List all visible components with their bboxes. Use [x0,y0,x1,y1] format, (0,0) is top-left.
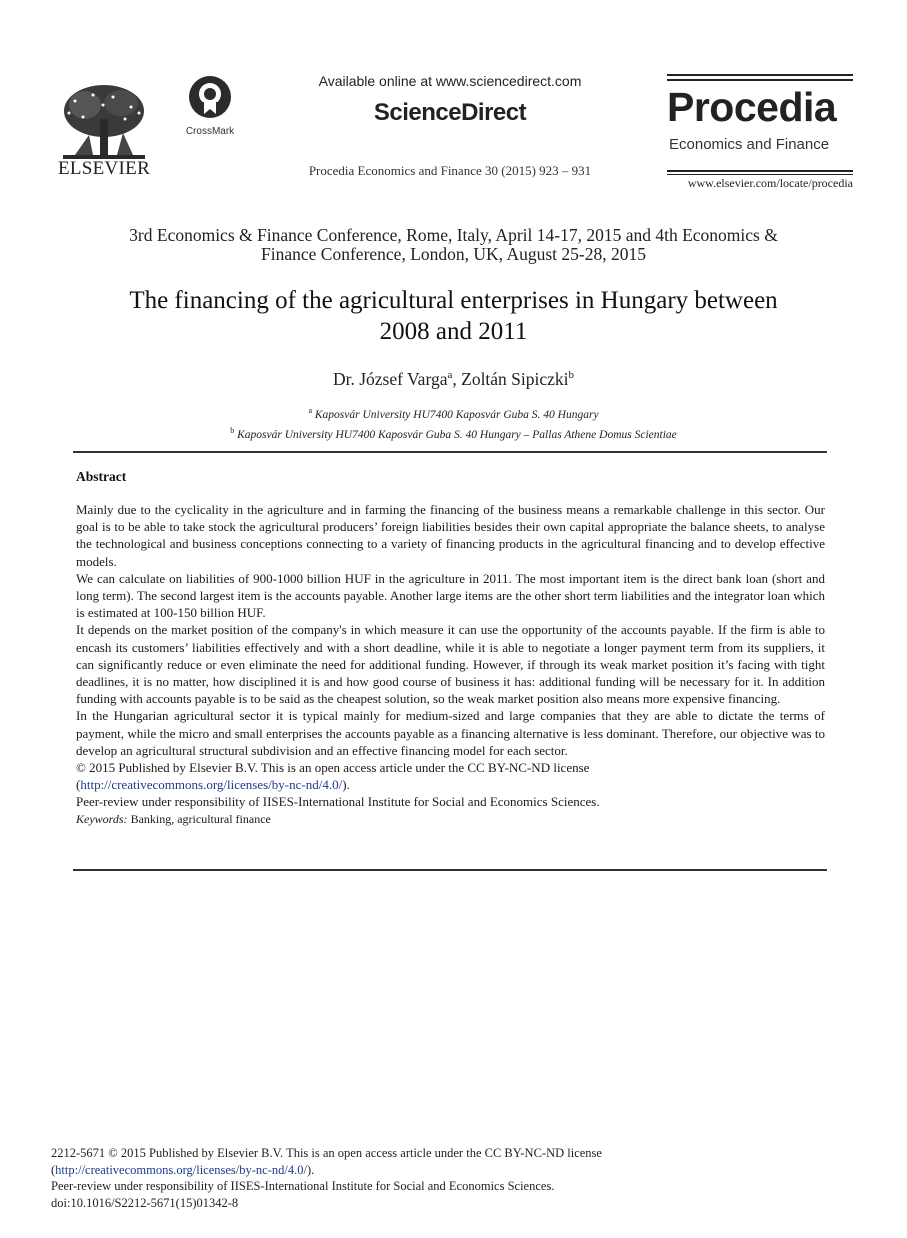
footer-license-link[interactable]: http://creativecommons.org/licenses/by-nc-nd/4.0/ [55,1162,307,1177]
journal-brand-box [667,74,853,192]
keywords: Banking, agricultural finance [130,811,271,826]
affiliations [60,403,847,443]
title-line: 2008 and 2011 [379,318,528,345]
journal-reference: Procedia Economics and Finance 30 (2015) 923 – 931 [308,163,592,178]
crossmark-badge[interactable] [180,74,240,137]
copyright-line: © 2015 Published by Elsevier B.V. This is an open access article under the CC BY-NC-ND license [76,760,590,776]
abstract-paragraph: We can calculate on liabilities of 900-1000 billion HUF in the agriculture in 2011. The most important item is the direct bank loan (short and long term). The second largest item is the accounts payable. Another large items are the other short term liabilities and the integrator loan which is estimated at 100-150 billion HUF. [76,570,825,621]
brand-rule-top [667,74,853,76]
brand-rule-bottom-2 [667,174,853,175]
crossmark-icon [187,74,233,120]
conference-info [60,226,847,264]
conference-line: Finance Conference, London, UK, August 25-28, 2015 [261,244,646,264]
author-separator: , [452,369,462,389]
affiliation-mark: a [308,406,313,415]
publisher-name: ELSEVIER [57,158,151,179]
crossmark-label: CrossMark [185,126,235,137]
abstract-paragraph: In the Hungarian agricultural sector it is typical mainly for medium-sized and large companies that they are able to dictate the terms of payment, while the micro and small enterprises the accounts payable as a financing alternative is less dominant. Therefore, our objective was to develop an agricultural structural subdivision and an effective financing model for each sector. [76,708,825,758]
peer-review-line: Peer-review under responsibility of IISES-International Institute for Social and Economics Sciences. [76,794,600,810]
affiliation-mark: b [230,425,235,435]
page-footer [51,1145,751,1211]
keywords-line [76,811,825,828]
title-line: The financing of the agricultural enterprises in Hungary between [129,287,778,314]
footer-peer-review: Peer-review under responsibility of IISES-International Institute for Social and Economics Sciences. [51,1179,555,1193]
footer-license: (http://creativecommons.org/licenses/by-nc-nd/4.0/). [51,1162,315,1177]
brand-rule-bottom [667,170,853,172]
divider [73,451,827,453]
journal-url[interactable]: www.elsevier.com/locate/procedia [687,176,853,190]
available-online-text: Available online at www.sciencedirect.com [318,73,582,89]
author-name: Zoltán Sipiczki [461,369,569,389]
affiliation-text: Kaposvár University HU7400 Kaposvár Guba S. 40 Hungary [314,408,599,421]
footer-doi[interactable]: doi:10.1016/S2212-5671(15)01342-8 [51,1195,239,1210]
keywords-label: Keywords: [76,811,128,826]
license-link[interactable]: http://creativecommons.org/licenses/by-nc-nd/4.0/ [80,777,343,793]
abstract-heading: Abstract [76,469,127,484]
author-list [60,369,847,390]
affiliation [60,423,847,443]
brand-rule-top-2 [667,79,853,81]
sciencedirect-brand[interactable]: ScienceDirect [373,99,527,126]
footer-issn: 2212-5671 © 2015 Published by Elsevier B.V. This is an open access article under the CC BY-NC-ND license [51,1146,602,1160]
conference-line: 3rd Economics & Finance Conference, Rome, Italy, April 14-17, 2015 and 4th Economics & [129,225,778,245]
author-mark: a [447,369,453,382]
abstract-body [76,501,825,828]
paper-title [60,285,847,347]
journal-title: Procedia [667,84,837,130]
author-mark: b [568,369,575,382]
journal-subtitle: Economics and Finance [669,136,830,153]
divider [73,869,827,871]
affiliation-text: Kaposvár University HU7400 Kaposvár Guba S. 40 Hungary – Pallas Athene Domus Scientiae [237,428,677,441]
affiliation [60,403,847,423]
author-name: Dr. József Varga [332,369,448,389]
license-line: (http://creativecommons.org/licenses/by-nc-nd/4.0/). [76,777,350,793]
abstract-paragraph: Mainly due to the cyclicality in the agriculture and in farming the financing of the business means a remarkable challenge in this sector. Our goal is to be able to take stock the agricultural producers’ foreign liabilities besides their own capital appropriate the balance sheets, to analyse the technological and business conceptions connecting to a variety of financing products in the agricultural financing and to develop effective models. [76,502,825,569]
abstract-paragraph: It depends on the market position of the company's in which measure it can use the opportunity of the accounts payable. If the firm is able to encash its customers’ liabilities effectively and with a short deadline, while it is able to negotiate a longer payment term from its suppliers, it can significantly reduce or even eliminate the need for additional funding. However, if through its weak market position it’s facing with tight deadlines, it is no matter, how disciplined it is and how good course of business it has: additional funding will be necessary for it. In addition funding with accounts payable is to be said as the cheapest solution, so the weak market position also means more expensive financing. [76,622,825,707]
